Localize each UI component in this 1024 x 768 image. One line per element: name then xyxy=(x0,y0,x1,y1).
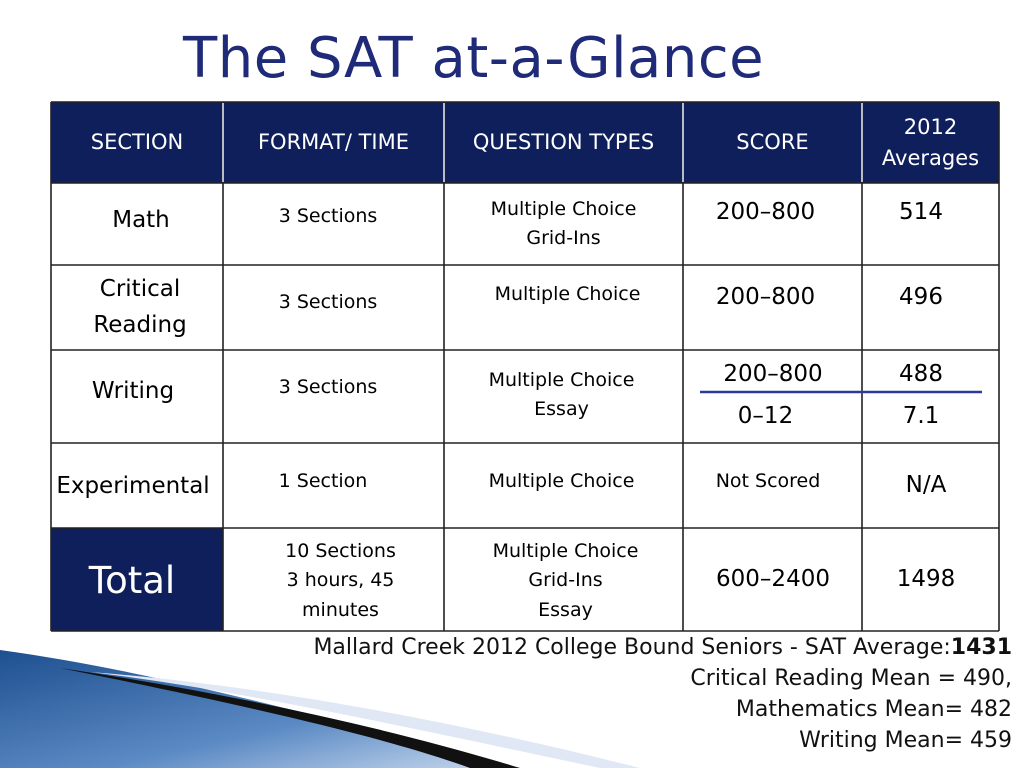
row-critical-reading-section xyxy=(51,270,229,346)
footer-sat-average-label: Mallard Creek 2012 College Bound Seniors - SAT Average: xyxy=(313,635,951,660)
row-experimental-section: Experimental xyxy=(56,473,210,500)
question-type: Multiple Choice xyxy=(488,368,635,391)
row-math-question-types xyxy=(444,193,683,255)
row-total-section: Total xyxy=(88,558,176,602)
row-writing-average-multiple-choice: 488 xyxy=(899,361,943,388)
row-writing-section: Writing xyxy=(91,378,175,405)
row-writing-average-essay: 7.1 xyxy=(902,403,940,430)
row-total-format xyxy=(223,535,458,627)
section-label-line: Critical xyxy=(99,276,181,303)
row-experimental-average: N/A xyxy=(905,472,947,499)
question-type: Multiple Choice xyxy=(494,283,641,306)
format-line: minutes xyxy=(302,598,379,621)
footer-mathematics-mean: Mathematics Mean= 482 xyxy=(735,697,1012,722)
format-line: 10 Sections xyxy=(285,539,396,562)
row-experimental-format: 1 Section xyxy=(278,470,368,493)
section-label-line: Reading xyxy=(93,312,187,338)
row-math-section: Math xyxy=(112,207,170,234)
header-2012-averages: 2012 Averages xyxy=(881,115,980,170)
question-type: Multiple Choice xyxy=(490,197,637,220)
question-type: Multiple Choice xyxy=(492,539,639,562)
footer-sat-average-value: 1431 xyxy=(950,635,1012,660)
row-critical-reading-score: 200–800 xyxy=(715,284,816,311)
header-question-types: QUESTION TYPES xyxy=(472,129,655,154)
row-critical-reading-format: 3 Sections xyxy=(278,291,378,314)
question-type: Essay xyxy=(538,598,593,621)
header-section: SECTION xyxy=(90,129,184,154)
row-math-format: 3 Sections xyxy=(278,205,378,228)
row-critical-reading-question-types xyxy=(444,278,691,312)
footer-writing-mean: Writing Mean= 459 xyxy=(799,728,1012,753)
question-type: Grid-Ins xyxy=(526,227,601,249)
row-math-average: 514 xyxy=(899,199,943,226)
question-type: Grid-Ins xyxy=(528,569,603,592)
row-math-score: 200–800 xyxy=(715,199,816,226)
row-experimental-score: Not Scored xyxy=(715,470,821,493)
row-writing-format: 3 Sections xyxy=(278,376,378,399)
row-total-question-types xyxy=(444,535,687,627)
row-writing-score-essay: 0–12 xyxy=(737,403,794,430)
footer-critical-reading-mean: Critical Reading Mean = 490, xyxy=(690,666,1012,691)
footer-sat-average xyxy=(313,635,1012,660)
row-critical-reading-average: 496 xyxy=(899,284,943,311)
row-total-average: 1498 xyxy=(896,566,956,593)
header-score: SCORE xyxy=(736,129,809,154)
row-writing-score-multiple-choice: 200–800 xyxy=(723,361,823,388)
row-total-score: 600–2400 xyxy=(716,566,830,593)
page-title: The SAT at-a-Glance xyxy=(183,26,765,91)
question-type: Multiple Choice xyxy=(488,470,635,493)
row-experimental-question-types xyxy=(444,465,679,499)
header-format-time: FORMAT/ TIME xyxy=(257,129,410,154)
format-line: 3 hours, 45 xyxy=(286,569,395,592)
row-writing-question-types xyxy=(444,364,679,426)
question-type: Essay xyxy=(534,398,589,420)
